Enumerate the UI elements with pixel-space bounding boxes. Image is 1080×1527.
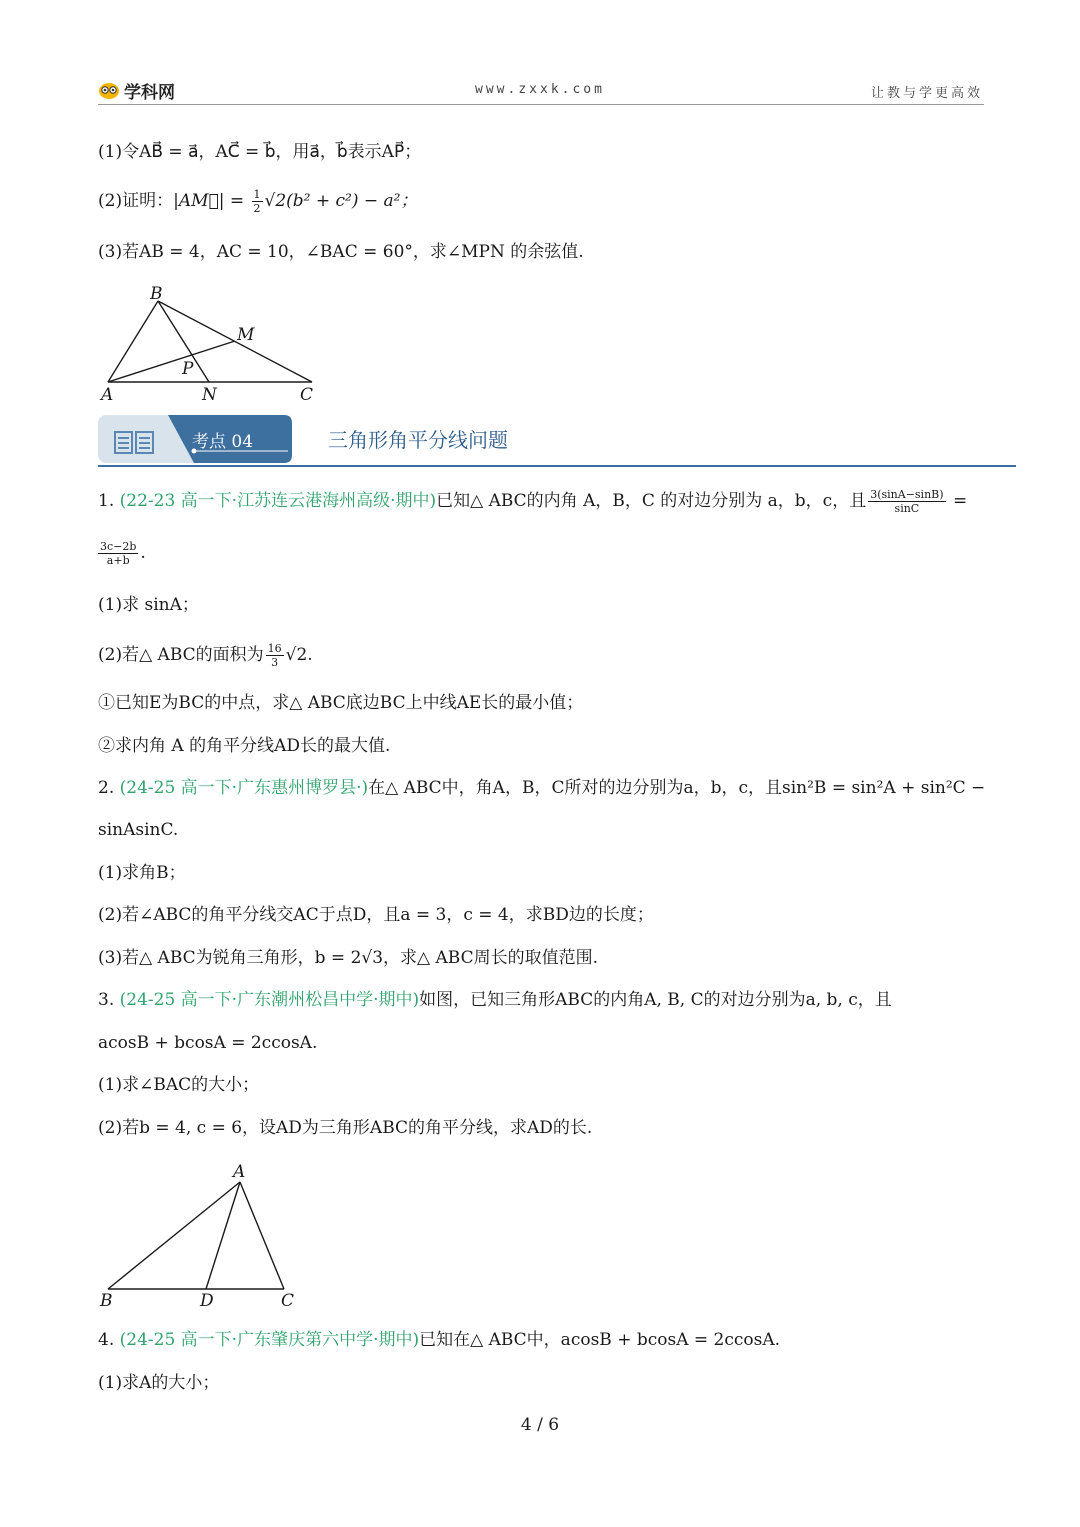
frac-den: sinC: [894, 502, 920, 515]
frac-num: 16: [267, 642, 282, 655]
prev-q3: (3)若AB = 4，AC = 10，∠BAC = 60°，求∠MPN 的余弦值.: [98, 242, 584, 262]
problem-4-stem: [98, 1328, 780, 1352]
frac-num: 3(sinA−sinB): [870, 488, 944, 501]
problem-2-stem: [98, 776, 985, 800]
section-tag: 考点 04: [192, 432, 254, 452]
problem-text: 如图，已知三角形ABC的内角A, B, C的对边分别为a, b, c，且: [419, 990, 892, 1010]
prev-q2-prefix: (2)证明：: [98, 191, 174, 211]
frac-den: a+b: [106, 554, 130, 567]
problem-3-stem-cont: acosB + bcosA = 2ccosA.: [98, 1033, 318, 1053]
fig1-label-c: C: [300, 385, 314, 405]
problem-text: (2)若△ ABC的面积为: [98, 645, 264, 665]
frac-den: 3: [271, 656, 279, 669]
fraction: [266, 642, 284, 669]
equals: =: [947, 491, 968, 511]
fig1-label-a: A: [101, 385, 114, 405]
problem-text: √2.: [285, 645, 313, 665]
problem-2-stem-cont: sinAsinC.: [98, 820, 179, 840]
problem-number: 4.: [98, 1330, 120, 1350]
problem-number: 1.: [98, 491, 120, 511]
fig2-label-b: B: [100, 1291, 113, 1311]
fraction: [98, 540, 138, 567]
section-rule: [98, 465, 1016, 467]
problem-2-q3: (3)若△ ABC为锐角三角形，b = 2√3，求△ ABC周长的取值范围.: [98, 948, 599, 968]
fig1-label-p: P: [182, 359, 194, 379]
prev-q2: [98, 188, 418, 215]
problem-2-q1: (1)求角B；: [98, 863, 186, 883]
prev-q1: (1)令AB⃗ = a⃗，AC⃗ = b⃗，用a⃗，b⃗表示AP⃗；: [98, 142, 422, 162]
problem-1-sub1: ①已知E为BC的中点，求△ ABC底边BC上中线AE长的最小值；: [98, 693, 584, 713]
problem-1-stem-cont: [98, 540, 146, 567]
prev-q2-formula: |AM⃗| =: [173, 191, 250, 211]
problem-source[interactable]: (24-25 高一下·广东潮州松昌中学·期中): [119, 990, 420, 1010]
fig2-label-c: C: [281, 1291, 295, 1311]
problem-2-q2: (2)若∠ABC的角平分线交AC于点D，且a = 3，c = 4，求BD边的长度；: [98, 905, 654, 925]
fraction: [868, 488, 945, 515]
frac-num: 1: [253, 188, 261, 201]
problem-4-q1: (1)求A的大小；: [98, 1373, 220, 1393]
problem-text: 已知在△ ABC中，acosB + bcosA = 2ccosA.: [419, 1330, 781, 1350]
page-number: 4 / 6: [520, 1415, 560, 1435]
logo-text: 学科网: [124, 82, 175, 103]
problem-1-q1: (1)求 sinA；: [98, 595, 199, 615]
problem-number: 2.: [98, 778, 120, 798]
site-slogan: 让教与学更高效: [870, 86, 983, 101]
fig1-label-b: B: [150, 284, 163, 304]
fig1-label-m: M: [237, 325, 255, 345]
header-divider: [98, 104, 984, 105]
problem-3-q2: (2)若b = 4, c = 6，设AD为三角形ABC的角平分线，求AD的长.: [98, 1118, 593, 1138]
problem-1-sub2: ②求内角 A 的角平分线AD长的最大值.: [98, 736, 391, 756]
problem-3-stem: [98, 988, 892, 1012]
triangle-figure-1: [96, 280, 326, 405]
problem-text: 在△ ABC中，角A，B，C所对的边分别为a，b，c，且sin²B = sin²A + sin²C −: [368, 778, 986, 798]
problem-number: 3.: [98, 990, 120, 1010]
frac-num: 3c−2b: [100, 540, 137, 553]
problem-1-stem: [98, 488, 967, 515]
frac-den: 2: [253, 202, 261, 215]
fig2-label-d: D: [200, 1291, 214, 1311]
problem-text: 已知△ ABC的内角 A，B，C 的对边分别为 a，b，c，且: [436, 491, 867, 511]
problem-source[interactable]: (22-23 高一下·江苏连云港海州高级·期中): [119, 491, 437, 511]
fig1-label-n: N: [202, 385, 217, 405]
prev-q2-frac: [252, 188, 263, 215]
section-title: 三角形角平分线问题: [328, 428, 508, 452]
fig2-label-a: A: [233, 1162, 246, 1182]
triangle-figure-2: [96, 1158, 316, 1316]
prev-q2-root: √2(b² + c²) − a²；: [264, 191, 418, 211]
site-url[interactable]: www.zxxk.com: [475, 82, 605, 97]
problem-1-q2: [98, 642, 313, 669]
problem-source[interactable]: (24-25 高一下·广东惠州博罗县·): [119, 778, 369, 798]
period: .: [140, 543, 146, 563]
problem-3-q1: (1)求∠BAC的大小；: [98, 1075, 260, 1095]
problem-source[interactable]: (24-25 高一下·广东肇庆第六中学·期中): [119, 1330, 420, 1350]
